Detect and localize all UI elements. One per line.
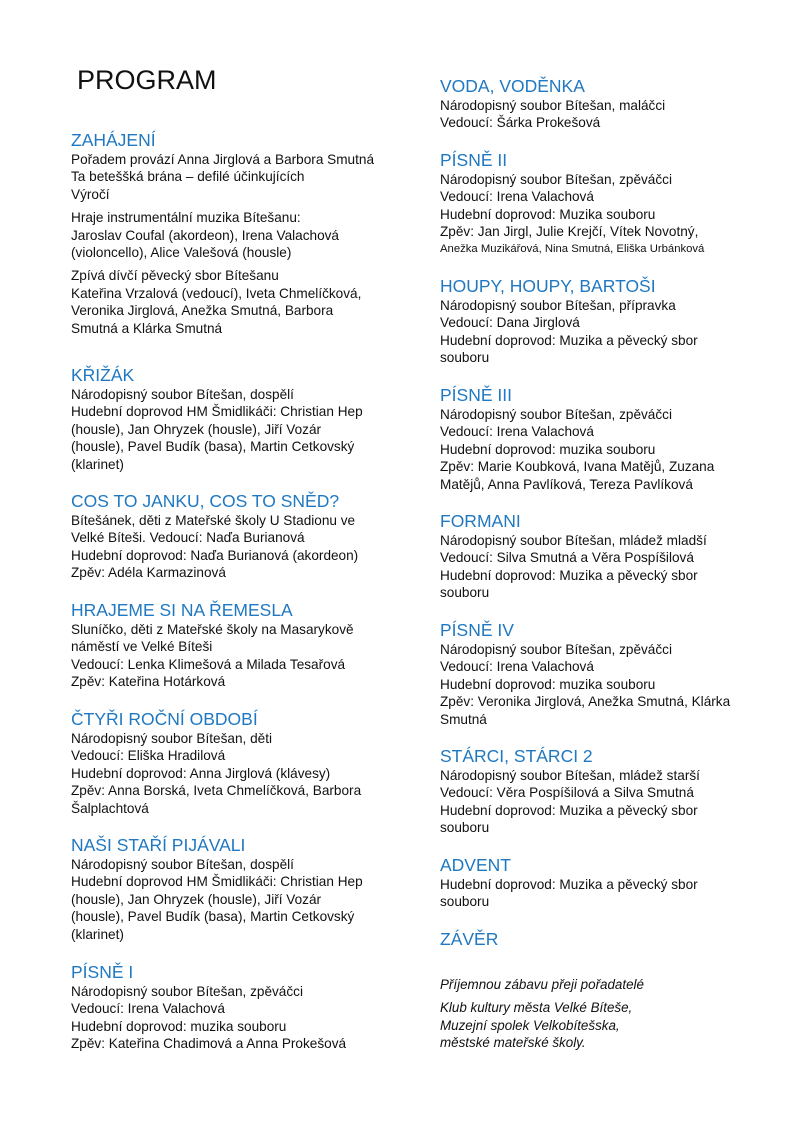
text-line: Ta beteššká brána – defilé účinkujících — [71, 169, 305, 185]
text-line: Zpěv: Adéla Karmazinová — [71, 565, 226, 581]
text-line: Národopisný soubor Bítešan, zpěváčci — [440, 642, 672, 657]
text-line: Hudební doprovod: Anna Jirglová (klávesy) — [71, 765, 331, 781]
text-line: souboru — [440, 350, 490, 366]
text-line: Vedoucí: Eliška Hradilová — [71, 748, 226, 764]
closing-note — [440, 976, 785, 1052]
text-line: Vedoucí: Dana Jirglová — [440, 315, 580, 331]
text-line: Hudební doprovod: Muzika souboru — [440, 206, 656, 222]
text-line: (violoncello), Alice Valešová (housle) — [71, 245, 292, 261]
section-heading: PÍSNĚ III — [440, 385, 512, 405]
closing-greeting: Příjemnou zábavu přeji pořadatelé — [440, 977, 644, 992]
text-line: (klarinet) — [71, 926, 124, 942]
text-line: Národopisný soubor Bítešan, maláčci — [440, 98, 666, 113]
text-line: Vedoucí: Irena Valachová — [440, 659, 594, 675]
text-line: Hudební doprovod HM Šmidlikáči: Christian Hep — [71, 874, 363, 890]
text-line: Zpěv: Veronika Jirglová, Anežka Smutná, Klárka — [440, 694, 731, 710]
text-line: Zpěv: Jan Jirgl, Julie Krejčí, Vítek Novotný, — [440, 224, 699, 240]
organizer-line: Klub kultury města Velké Bíteše, — [440, 1000, 633, 1016]
text-line: Jaroslav Coufal (akordeon), Irena Valachová — [71, 227, 339, 243]
section-heading: HOUPY, HOUPY, BARTOŠI — [440, 276, 656, 296]
text-line: Hudební doprovod HM Šmidlikáči: Christian Hep — [71, 404, 363, 420]
page-title: PROGRAM — [77, 65, 217, 95]
text-line: Zpěv: Marie Koubková, Ivana Matějů, Zuzana — [440, 459, 715, 475]
text-line: Výročí — [71, 186, 110, 202]
text-line: (housle), Jan Ohryzek (housle), Jiří Vozár — [71, 891, 322, 907]
text-line: Národopisný soubor Bítešan, dospělí — [71, 387, 294, 402]
section-formani — [440, 511, 785, 602]
text-line: Pořadem provází Anna Jirglová a Barbora Smutná — [71, 152, 375, 167]
text-line: Hudební doprovod: Muzika a pěvecký sbor — [440, 567, 698, 583]
text-line: Hudební doprovod: Muzika a pěvecký sbor — [440, 877, 698, 892]
text-line: Národopisný soubor Bítešan, mládež mladší — [440, 533, 707, 548]
section-krizak — [71, 365, 416, 473]
text-line: Vedoucí: Lenka Klimešová a Milada Tesařová — [71, 656, 346, 672]
section-pisne-3 — [440, 385, 785, 493]
text-line: Hudební doprovod: muzika souboru — [440, 441, 656, 457]
section-cos-to-janku — [71, 491, 416, 582]
section-heading: VODA, VODĚNKA — [440, 76, 585, 96]
section-heading: PÍSNĚ I — [71, 962, 134, 982]
text-line: souboru — [440, 585, 490, 601]
text-line: Sluníčko, děti z Mateřské školy na Masarykově — [71, 622, 354, 637]
text-line: Národopisný soubor Bítešan, zpěváčci — [440, 172, 672, 187]
section-pisne-1 — [71, 962, 416, 1053]
section-pisne-4 — [440, 620, 785, 728]
text-line: Vedoucí: Irena Valachová — [440, 189, 594, 205]
section-voda-vodenka — [440, 76, 785, 132]
text-line: Hudební doprovod: muzika souboru — [440, 676, 656, 692]
section-nasi-stari-pijavali — [71, 835, 416, 943]
section-starci-starci-2 — [440, 746, 785, 837]
text-line: Šalplachtová — [71, 800, 149, 816]
section-heading: ZAHÁJENÍ — [71, 130, 156, 150]
section-zaver — [440, 929, 785, 950]
text-line: Hraje instrumentální muzika Bítešanu: — [71, 210, 301, 226]
section-heading: PÍSNĚ IV — [440, 620, 514, 640]
section-ctyri-rocni-obdobi — [71, 709, 416, 817]
text-line: souboru — [440, 894, 490, 910]
section-heading: FORMANI — [440, 511, 521, 531]
text-line: (klarinet) — [71, 456, 124, 472]
text-line: Národopisný soubor Bítešan, přípravka — [440, 298, 676, 313]
text-line: Smutná a Klárka Smutná — [71, 320, 223, 336]
text-line: Zpěv: Kateřina Hotárková — [71, 674, 226, 690]
section-heading: ZÁVĚR — [440, 929, 499, 949]
section-heading: HRAJEME SI NA ŘEMESLA — [71, 600, 293, 620]
section-pisne-2 — [440, 150, 785, 258]
text-line: Bítešánek, děti z Mateřské školy U Stadionu ve — [71, 513, 356, 528]
text-line: Národopisný soubor Bítešan, děti — [71, 731, 273, 746]
text-line: Vedoucí: Irena Valachová — [71, 1001, 225, 1017]
text-line: (housle), Jan Ohryzek (housle), Jiří Vozár — [71, 421, 322, 437]
text-line: Kateřina Vrzalová (vedoucí), Iveta Chmelíčková, — [71, 285, 362, 301]
section-heading: KŘIŽÁK — [71, 365, 135, 385]
section-advent — [440, 855, 785, 911]
text-line: Veronika Jirglová, Anežka Smutná, Barbora — [71, 303, 334, 319]
text-line: Vedoucí: Věra Pospíšilová a Silva Smutná — [440, 785, 694, 801]
text-line: (housle), Pavel Budík (basa), Martin Cetkovský — [71, 439, 355, 455]
section-heading: COS TO JANKU, COS TO SNĚD? — [71, 491, 340, 511]
section-hrajeme-si-na-remesla — [71, 600, 416, 691]
text-line: Hudební doprovod: Muzika a pěvecký sbor — [440, 802, 698, 818]
section-zahajeni — [71, 130, 416, 337]
section-heading: ČTYŘI ROČNÍ OBDOBÍ — [71, 709, 258, 729]
text-line: Hudební doprovod: muzika souboru — [71, 1018, 287, 1034]
text-line: Zpěv: Anna Borská, Iveta Chmelíčková, Barbora — [71, 783, 362, 799]
section-houpy-houpy-bartosi — [440, 276, 785, 367]
text-line: (housle), Pavel Budík (basa), Martin Cetkovský — [71, 909, 355, 925]
text-line: Národopisný soubor Bítešan, dospělí — [71, 857, 294, 872]
text-line: náměstí ve Velké Bíteši — [71, 639, 213, 655]
text-line: Hudební doprovod: Muzika a pěvecký sbor — [440, 332, 698, 348]
section-heading: STÁRCI, STÁRCI 2 — [440, 746, 593, 766]
text-line: Anežka Muzikářová, Nina Smutná, Eliška Urbánková — [440, 242, 705, 255]
text-line: Hudební doprovod: Naďa Burianová (akordeon) — [71, 547, 359, 563]
text-line: Národopisný soubor Bítešan, mládež starší — [440, 768, 700, 783]
text-line: Zpívá dívčí pěvecký sbor Bítešanu — [71, 268, 279, 284]
text-line: Vedoucí: Silva Smutná a Věra Pospíšilová — [440, 550, 694, 566]
text-line: Smutná — [440, 711, 487, 727]
text-line: Matějů, Anna Pavlíková, Tereza Pavlíková — [440, 476, 693, 492]
text-line: Velké Bíteši. Vedoucí: Naďa Burianová — [71, 530, 305, 546]
text-line: Národopisný soubor Bítešan, zpěváčci — [71, 984, 303, 999]
text-line: souboru — [440, 820, 490, 836]
text-line: Vedoucí: Irena Valachová — [440, 424, 594, 440]
organizer-line: městské mateřské školy. — [440, 1035, 586, 1051]
section-heading: ADVENT — [440, 855, 511, 875]
text-line: Národopisný soubor Bítešan, zpěváčci — [440, 407, 672, 422]
text-line: Zpěv: Kateřina Chadimová a Anna Prokešová — [71, 1036, 347, 1052]
section-heading: NAŠI STAŘÍ PIJÁVALI — [71, 835, 246, 855]
section-heading: PÍSNĚ II — [440, 150, 508, 170]
text-line: Vedoucí: Šárka Prokešová — [440, 115, 601, 131]
organizer-line: Muzejní spolek Velkobítešska, — [440, 1017, 620, 1033]
